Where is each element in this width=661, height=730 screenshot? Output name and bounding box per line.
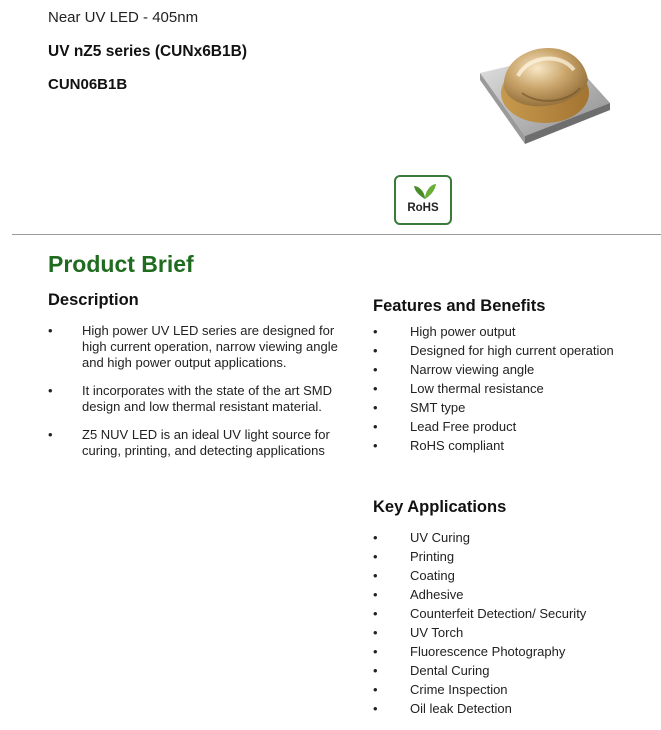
product-subtitle: Near UV LED - 405nm <box>48 9 199 26</box>
features-list <box>373 322 643 455</box>
list-item-text: Oil leak Detection <box>410 701 512 716</box>
list-item <box>373 322 643 341</box>
bullet-icon: • <box>373 419 378 434</box>
rohs-label: RoHS <box>407 202 439 214</box>
bullet-icon: • <box>373 587 378 602</box>
bullet-icon: • <box>373 663 378 678</box>
bullet-icon: • <box>373 362 378 377</box>
bullet-icon: • <box>48 383 53 398</box>
leaf-icon <box>413 182 437 200</box>
list-item-text: UV Torch <box>410 625 464 640</box>
list-item <box>373 699 643 718</box>
part-number: CUN06B1B <box>48 76 128 93</box>
list-item <box>48 323 338 371</box>
bullet-icon: • <box>373 400 378 415</box>
bullet-icon: • <box>373 549 378 564</box>
bullet-icon: • <box>373 644 378 659</box>
bullet-icon: • <box>373 682 378 697</box>
list-item-text: Z5 NUV LED is an ideal UV light source for curing, printing, and detecting applications <box>82 427 330 458</box>
list-item-text: High power UV LED series are designed for high current operation, narrow viewing angle and high power output applications. <box>82 323 338 370</box>
product-brief-title: Product Brief <box>48 251 194 277</box>
bullet-icon: • <box>373 343 378 358</box>
bullet-icon: • <box>373 381 378 396</box>
series-title: UV nZ5 series (CUNx6B1B) <box>48 43 247 60</box>
list-item-text: Lead Free product <box>410 419 517 434</box>
bullet-icon: • <box>48 427 53 442</box>
list-item-text: Low thermal resistance <box>410 381 544 396</box>
list-item-text: UV Curing <box>410 530 470 545</box>
list-item <box>373 436 643 455</box>
list-item <box>373 585 643 604</box>
applications-list <box>373 528 643 718</box>
bullet-icon: • <box>373 701 378 716</box>
list-item <box>373 398 643 417</box>
section-divider <box>12 234 661 235</box>
list-item-text: Narrow viewing angle <box>410 362 535 377</box>
list-item <box>48 427 338 459</box>
bullet-icon: • <box>373 324 378 339</box>
list-item <box>373 528 643 547</box>
bullet-icon: • <box>48 323 53 338</box>
list-item <box>373 604 643 623</box>
list-item-text: Dental Curing <box>410 663 490 678</box>
list-item <box>373 623 643 642</box>
list-item <box>373 642 643 661</box>
list-item-text: High power output <box>410 324 516 339</box>
list-item <box>373 547 643 566</box>
list-item <box>373 341 643 360</box>
list-item <box>373 417 643 436</box>
list-item <box>373 360 643 379</box>
list-item-text: Crime Inspection <box>410 682 508 697</box>
bullet-icon: • <box>373 625 378 640</box>
list-item <box>373 661 643 680</box>
features-heading: Features and Benefits <box>373 297 546 315</box>
list-item <box>48 383 338 415</box>
list-item-text: Designed for high current operation <box>410 343 614 358</box>
list-item-text: Adhesive <box>410 587 464 602</box>
list-item-text: Fluorescence Photography <box>410 644 566 659</box>
description-heading: Description <box>48 291 139 309</box>
bullet-icon: • <box>373 606 378 621</box>
description-list <box>48 323 338 471</box>
list-item-text: Counterfeit Detection/ Security <box>410 606 587 621</box>
bullet-icon: • <box>373 438 378 453</box>
list-item-text: Coating <box>410 568 455 583</box>
list-item <box>373 566 643 585</box>
list-item-text: SMT type <box>410 400 466 415</box>
list-item-text: RoHS compliant <box>410 438 504 453</box>
bullet-icon: • <box>373 530 378 545</box>
list-item <box>373 680 643 699</box>
list-item-text: Printing <box>410 549 455 564</box>
rohs-badge <box>394 175 452 225</box>
led-product-image <box>470 18 620 158</box>
list-item-text: It incorporates with the state of the art SMD design and low thermal resistant material. <box>82 383 333 414</box>
applications-heading: Key Applications <box>373 498 507 516</box>
bullet-icon: • <box>373 568 378 583</box>
list-item <box>373 379 643 398</box>
